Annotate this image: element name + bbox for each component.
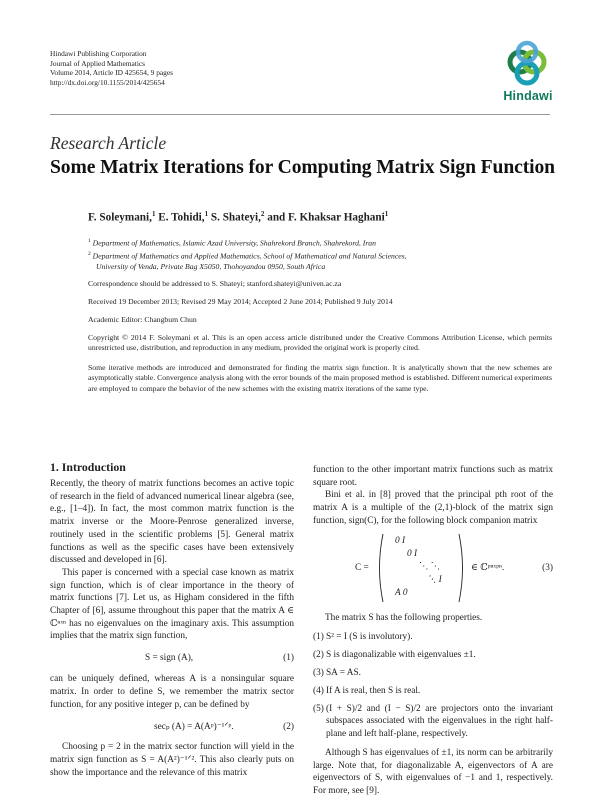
property-text: (I + S)/2 and (I − S)/2 are projectors onto the invariant subspaces associated with the eigenvalues in the right half-plane and left half-plane, respectively. [326,703,553,740]
right-column [313,464,553,798]
paragraph-4: Choosing p = 2 in the matrix sector function will yield in the matrix sign function as S = A(A²)⁻¹ᐟ². This also clearly puts on show the importance and the relevance of this matrix [50,742,294,778]
equation-2-number: (2) [283,722,294,733]
article-dates: Received 19 December 2013; Revised 29 May 2014; Accepted 2 June 2014; Published 9 July 2014 [88,297,393,306]
author-list [88,210,388,224]
paragraph-6: Bini et al. in [8] proved that the principal pth root of the matrix A is a multiple of the (2,1)-block of the matrix sign function, sign(C), for the following block companion matrix [313,490,553,526]
left-column [50,478,294,779]
equation-3 [313,528,553,612]
paragraph-1: Recently, the theory of matrix functions becomes an active topic of research in the field of advanced numerical linear algebra (see, e.g., [1–4]). In fact, the most common matrix function is the matrix inverse or the Moore-Penrose generalized inverse, routinely used in the scientific problems [5]. General matrix functions as well as the specific cases have been extensively discussed and developed in [6]. [50,479,294,566]
paragraph-5: function to the other important matrix functions such as matrix square root. [313,465,553,488]
copyright-notice: Copyright © 2014 F. Soleymani et al. This is an open access article distributed under the Creative Commons Attribution License, which permits unrestricted use, distribution, and reproduction in any medium, provided the original work is properly cited. [88,333,552,353]
matrix-row-4: ⋱ I [427,574,442,585]
hindawi-logo-text: Hindawi [503,89,553,103]
affiliation-2-text: Department of Mathematics and Applied Mathematics, School of Mathematical and Natural Sciences, [92,251,407,261]
property-item [313,703,553,741]
block-companion-matrix [375,532,467,604]
property-text: If A is real, then S is real. [326,685,421,696]
affiliation-1-sup: 1 [88,238,91,244]
paragraph-8: Although S has eigenvalues of ±1, its norm can be arbitrarily large. Note that, for diagonalizable A, eigenvectors of A are eigenvectors of S, with eigenvalues of −1 and 1, respectively. For more, see [9]. [313,747,553,796]
volume-info: Volume 2014, Article ID 425654, 9 pages [50,68,174,78]
property-text: S is diagonalizable with eigenvalues ±1. [326,650,476,661]
correspondence: Correspondence should be addressed to S. Shateyi; stanford.shateyi@univen.ac.za [88,279,342,288]
section-heading: 1. Introduction [50,460,126,474]
property-item [313,631,553,644]
author-2-affiliation: 1 [204,210,209,218]
author-3-affiliation: 2 [260,210,265,218]
paragraph-2: This paper is concerned with a special case known as matrix sign function, which is of clear importance in the theory of matrix functions [7]. Let us, as Higham considered in the fifth Chapter of [6], assume throughout this paper that the matrix A ∈ ℂⁿˣⁿ has no eigenvalues on the imaginary axis. This assumption implies that the matrix sign function, [50,567,294,642]
matrix-row-3: ⋱ ⋱ [419,561,440,572]
matrix-row-5: A 0 [395,587,408,598]
matrix-row-2: 0 I [407,548,418,559]
equation-1-body: S = sign (A), [145,653,194,664]
affiliation-2-continued: University of Venda, Private Bag X5050, Thohoyandou 0950, South Africa [96,261,326,271]
property-number: (1) [313,632,324,643]
equation-3-number: (3) [542,562,553,573]
article-title: Some Matrix Iterations for Computing Matrix Sign Function [50,157,555,178]
property-list [313,631,553,741]
affiliation-2-sup: 2 [88,250,91,257]
author-4-affiliation: 1 [384,210,389,218]
author-4: and F. Khaksar Haghani [267,211,385,224]
paragraph-7: The matrix S has the following properties. [325,612,483,623]
paragraph-3: can be uniquely defined, whereas A is a nonsingular square matrix. In order to define S, we remember the matrix sector function, for any positive integer p, can be defined by [50,674,294,710]
property-number: (4) [313,685,324,696]
equation-3-lhs: C = [355,562,369,573]
article-type: Research Article [50,133,167,153]
academic-editor: Academic Editor: Changbum Chun [88,315,197,324]
header-divider [50,114,550,115]
affiliations [88,236,558,272]
property-number: (2) [313,650,324,661]
property-text: S² = I (S is involutory). [326,632,413,643]
equation-2 [50,711,294,741]
property-number: (3) [313,668,324,678]
author-1: F. Soleymani, [88,211,152,224]
equation-1 [50,643,294,673]
affiliation-1-text: Department of Mathematics, Islamic Azad University, Shahrekord Branch, Shahrekord, Iran [92,238,376,248]
property-item [313,649,553,662]
affiliation-2 [88,249,558,262]
journal-header [50,49,173,87]
property-item [313,685,553,698]
affiliation-1 [88,236,558,249]
author-1-affiliation: 1 [151,210,156,218]
property-item [313,667,553,680]
property-text: SA = AS. [326,668,361,678]
journal-name: Journal of Applied Mathematics [50,58,146,68]
doi-link[interactable]: http://dx.doi.org/10.1155/2014/425654 [50,77,165,87]
equation-2-body: secₚ (A) = A(Aᵖ)⁻¹ᐟᵖ. [154,722,234,733]
property-number: (5) [313,703,324,714]
author-3: S. Shateyi, [210,211,261,224]
abstract: Some iterative methods are introduced and demonstrated for finding the matrix sign function. It is analytically shown that the new schemes are asymptotically stable. Convergence analysis along with the error bounds of the main proposed method is established. Different numerical experiments are employed to compare the behavior of the new schemes with the existing matrix iterations of the same type. [88,363,552,393]
publisher-name: Hindawi Publishing Corporation [50,49,147,58]
equation-3-rhs: ∈ ℂᵖⁿˣᵖⁿ. [471,562,505,573]
author-2: E. Tohidi, [158,211,205,224]
matrix-row-1: 0 I [395,535,406,546]
equation-1-number: (1) [283,653,294,664]
